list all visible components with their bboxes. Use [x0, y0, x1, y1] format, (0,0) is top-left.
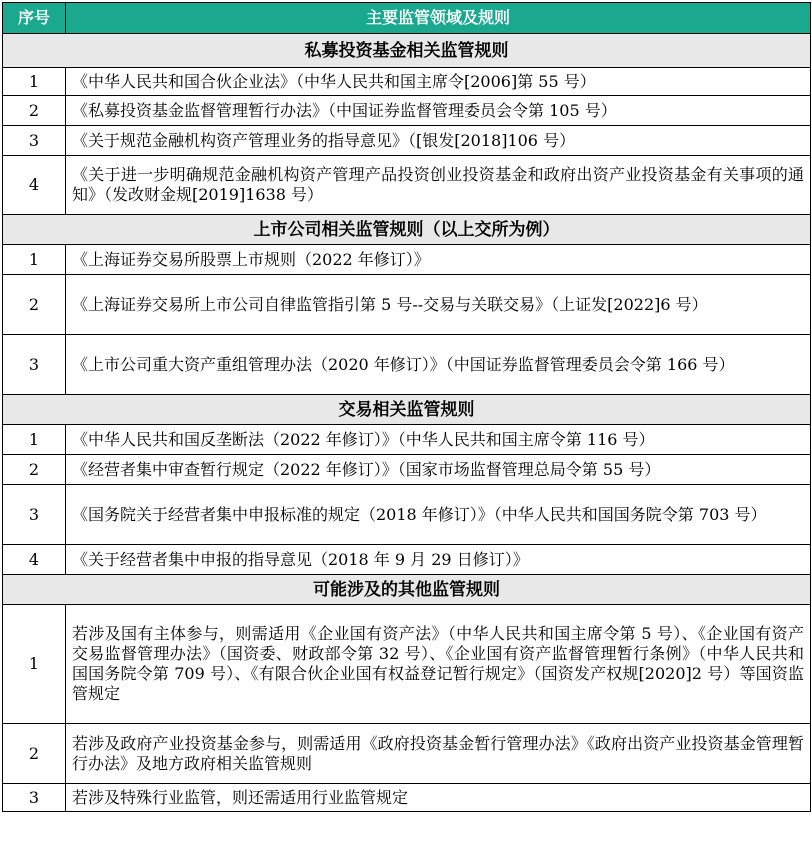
section-title: 可能涉及的其他监管规则: [3, 575, 811, 605]
row-number: 3: [3, 784, 66, 812]
table-row: [3, 335, 811, 395]
table-row: [3, 545, 811, 575]
section-row-transaction: [3, 395, 811, 425]
row-text: 《上市公司重大资产重组管理办法（2020 年修订）》（中国证券监督管理委员会令第 166 号）: [66, 335, 811, 395]
row-number: 1: [3, 425, 66, 455]
row-text: 《中华人民共和国合伙企业法》（中华人民共和国主席令[2006]第 55 号）: [66, 68, 811, 96]
table-row: [3, 425, 811, 455]
row-number: 3: [3, 335, 66, 395]
row-text: 若涉及特殊行业监管，则还需适用行业监管规定: [66, 784, 811, 812]
table-row: [3, 724, 811, 784]
row-number: 2: [3, 724, 66, 784]
table-row: [3, 68, 811, 96]
section-title: 交易相关监管规则: [3, 395, 811, 425]
row-number: 2: [3, 96, 66, 126]
row-number: 1: [3, 605, 66, 724]
row-number: 3: [3, 126, 66, 156]
row-text: 若涉及国有主体参与，则需适用《企业国有资产法》（中华人民共和国主席令第 5 号）、《企业国有资产交易监督管理办法》（国资委、财政部令第 32 号）、《企业国有资产监督管理暂行条例》（中华人民共和国国务院令第 709 号）、《有限合伙企业国有权益登记暂行规定》（国资发产权规[2020]2 号）等国资监管规定: [66, 605, 811, 724]
row-text: 《上海证券交易所股票上市规则（2022 年修订）》: [66, 245, 811, 275]
header-serial-number: 序号: [3, 3, 66, 34]
regulation-table: [2, 2, 811, 812]
row-number: 1: [3, 245, 66, 275]
row-number: 3: [3, 485, 66, 545]
row-number: 2: [3, 455, 66, 485]
section-row-listed-company: [3, 215, 811, 245]
row-text: 《上海证券交易所上市公司自律监管指引第 5 号--交易与关联交易》（上证发[2022]6 号）: [66, 275, 811, 335]
row-number: 1: [3, 68, 66, 96]
table-row: [3, 275, 811, 335]
row-number: 4: [3, 156, 66, 215]
header-regulatory-area: 主要监管领域及规则: [66, 3, 811, 34]
table-row: [3, 485, 811, 545]
row-text: 《关于经营者集中申报的指导意见（2018 年 9 月 29 日修订）》: [66, 545, 811, 575]
table-row: [3, 455, 811, 485]
row-text: 若涉及政府产业投资基金参与，则需适用《政府投资基金暂行管理办法》《政府出资产业投资基金管理暂行办法》及地方政府相关监管规则: [66, 724, 811, 784]
section-row-other: [3, 575, 811, 605]
row-text: 《中华人民共和国反垄断法（2022 年修订）》（中华人民共和国主席令第 116 号）: [66, 425, 811, 455]
table-row: [3, 784, 811, 812]
header-row: [3, 3, 811, 34]
row-text: 《私募投资基金监督管理暂行办法》（中国证券监督管理委员会令第 105 号）: [66, 96, 811, 126]
row-number: 2: [3, 275, 66, 335]
table-row: [3, 96, 811, 126]
row-text: 《国务院关于经营者集中申报标准的规定（2018 年修订）》（中华人民共和国国务院令第 703 号）: [66, 485, 811, 545]
section-title: 上市公司相关监管规则（以上交所为例）: [3, 215, 811, 245]
row-number: 4: [3, 545, 66, 575]
table-row: [3, 245, 811, 275]
row-text: 《关于规范金融机构资产管理业务的指导意见》（[银发[2018]106 号）: [66, 126, 811, 156]
table-row: [3, 605, 811, 724]
section-row-private-fund: [3, 34, 811, 68]
section-title: 私募投资基金相关监管规则: [3, 34, 811, 68]
row-text: 《经营者集中审查暂行规定（2022 年修订）》（国家市场监督管理总局令第 55 号）: [66, 455, 811, 485]
table-row: [3, 126, 811, 156]
table-row: [3, 156, 811, 215]
row-text: 《关于进一步明确规范金融机构资产管理产品投资创业投资基金和政府出资产业投资基金有关事项的通知》（发改财金规[2019]1638 号）: [66, 156, 811, 215]
